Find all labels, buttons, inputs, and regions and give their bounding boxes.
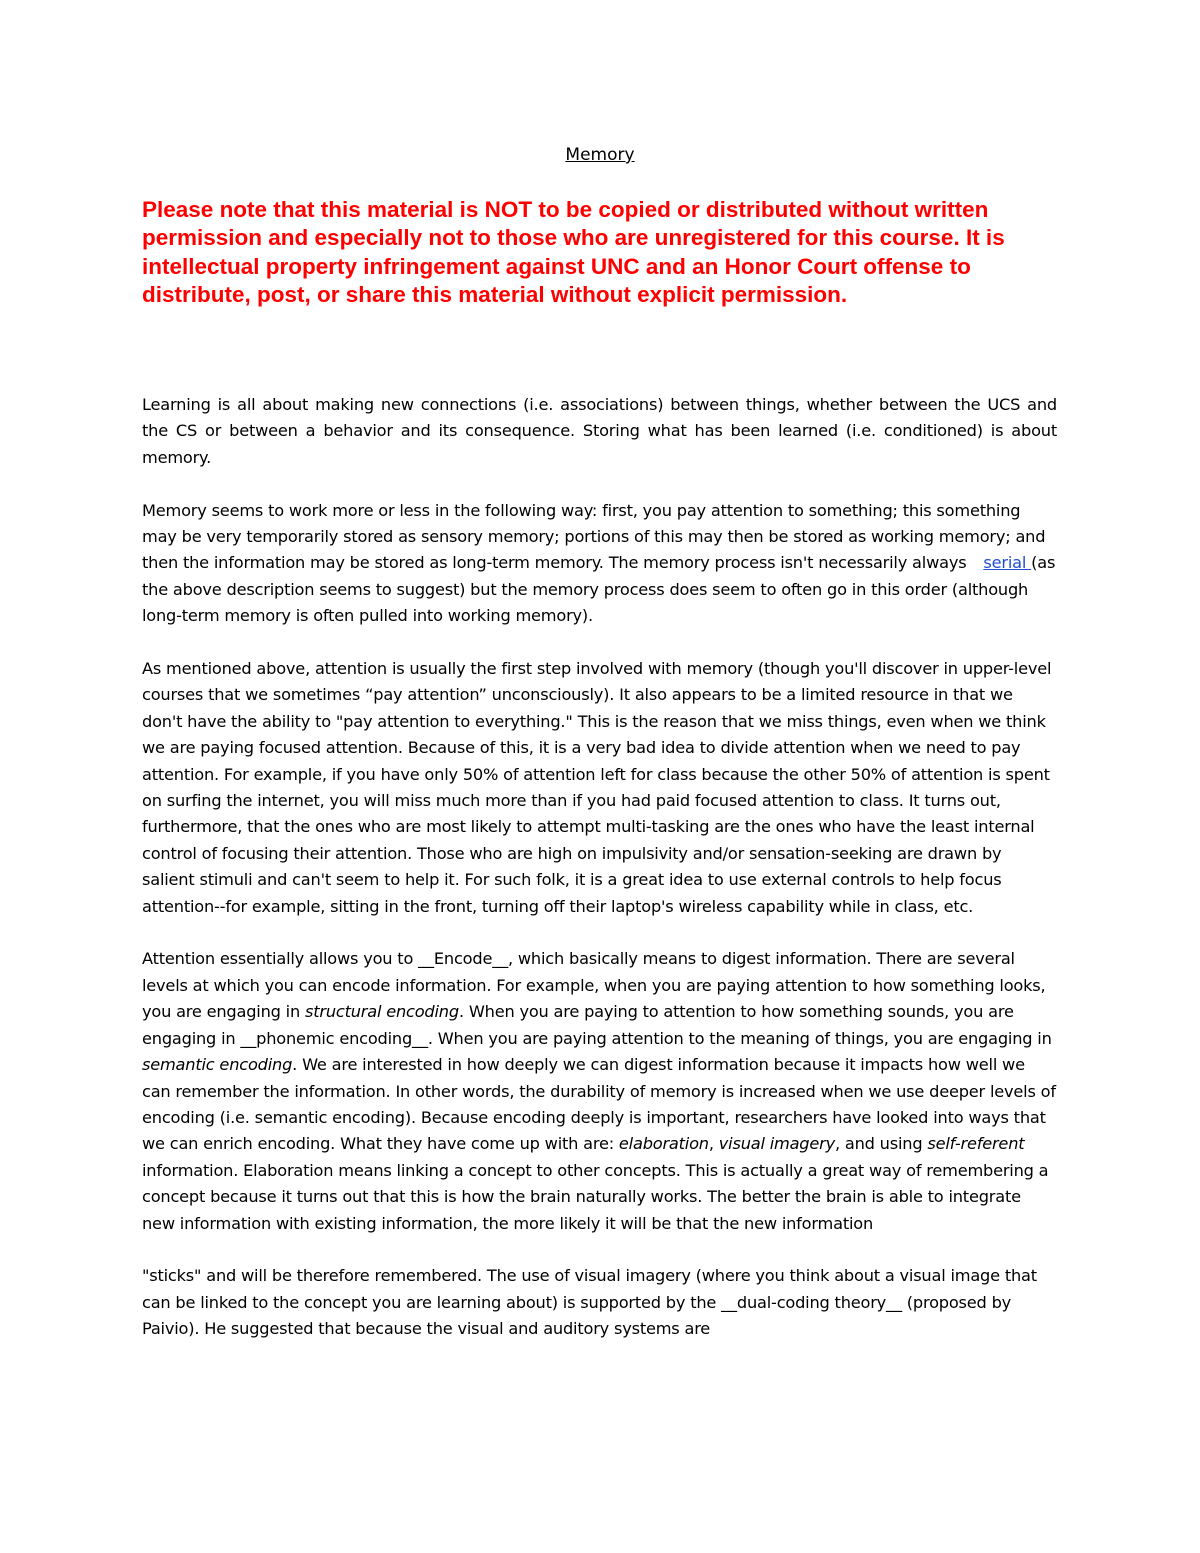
semantic-encoding-term: semantic encoding (142, 1055, 293, 1075)
structural-encoding-term: structural encoding (304, 1002, 459, 1022)
paragraph-memory-process-text-1: Memory seems to work more or less in the following way: first, you pay attention to something; this something may be very temporarily stored as sensory memory; portions of this may then be stored as working memory; and then the information may be stored as long-term memory. The memory process isn't necessarily always (142, 500, 1046, 573)
document-title: Memory (565, 145, 635, 165)
encoding-text-3: . We are interested in how deeply we can digest information because it impacts how well we can remember the information. In other words, the durability of memory is increased when we use deeper levels of encoding (i.e. semantic encoding). Because encoding deeply is important, researchers have looked into ways that we can enrich encoding. What they have come up with are: (142, 1055, 1056, 1154)
document-body (142, 392, 1057, 1369)
encoding-text-5: , and using (834, 1134, 928, 1154)
paragraph-memory-process-text-2: (as the above description seems to suggest) but the memory process does seem to often go in this order (although long-term memory is often pulled into working memory). (142, 553, 1056, 626)
encoding-text-1: Attention essentially allows you to __Encode__, which basically means to digest information. There are several levels at which you can encode information. For example, when you are paying attention to how something looks, you are engaging in (142, 949, 1046, 1022)
encoding-text-6: information. Elaboration means linking a concept to other concepts. This is actually a great way of remembering a concept because it turns out that this is how the brain naturally works. The better the brain is able to integrate new information with existing information, the more likely it will be that the new information (142, 1160, 1049, 1233)
copyright-notice: Please note that this material is NOT to be copied or distributed without written permission and especially not to those who are unregistered for this course. It is intellectual property infringement against UNC and an Honor Court offense to distribute, post, or share this material without explicit permission. (142, 197, 1005, 308)
serial-link[interactable]: serial (983, 553, 1032, 573)
self-referent-term: self-referent (927, 1134, 1025, 1154)
paragraph-encoding (142, 946, 1057, 1342)
encoding-text-2: . When you are paying to attention to how something sounds, you are engaging in __phonemic encoding__. When you are paying attention to the meaning of things, you are engaging in (142, 1002, 1052, 1048)
paragraph-memory-process (142, 498, 1057, 630)
paragraph-learning: Learning is all about making new connections (i.e. associations) between things, whether between the UCS and the CS or between a behavior and its consequence. Storing what has been learned (i.e. conditioned) is about memory. (142, 395, 1057, 467)
encoding-text-4: , (708, 1134, 719, 1154)
paragraph-break-gap (142, 1237, 1057, 1263)
paragraph-attention: As mentioned above, attention is usually the first step involved with memory (though you'll discover in upper-level courses that we sometimes “pay attention” unconsciously). It also appears to be a limited resource in that we don't have the ability to "pay attention to everything." This is the reason that we miss things, even when we think we are paying focused attention. Because of this, it is a very bad idea to divide attention when we need to pay attention. For example, if you have only 50% of attention left for class because the other 50% of attention is spent on surfing the internet, you will miss much more than if you had paid focused attention to class. It turns out, furthermore, that the ones who are most likely to attempt multi-tasking are the ones who have the least internal control of focusing their attention. Those who are high on impulsivity and/or sensation-seeking are drawn by salient stimuli and can't seem to help it. For such folk, it is a great idea to use external controls to help focus attention--for example, sitting in the front, turning off their laptop's wireless capability while in class, etc. (142, 659, 1052, 916)
encoding-text-7: "sticks" and will be therefore remembered. The use of visual imagery (where you think about a visual image that can be linked to the concept you are learning about) is supported by the __dual-coding theory__ (proposed by Paivio). He suggested that because the visual and auditory systems are (142, 1266, 1037, 1339)
visual-imagery-term: visual imagery (718, 1134, 835, 1154)
elaboration-term: elaboration (618, 1134, 709, 1154)
